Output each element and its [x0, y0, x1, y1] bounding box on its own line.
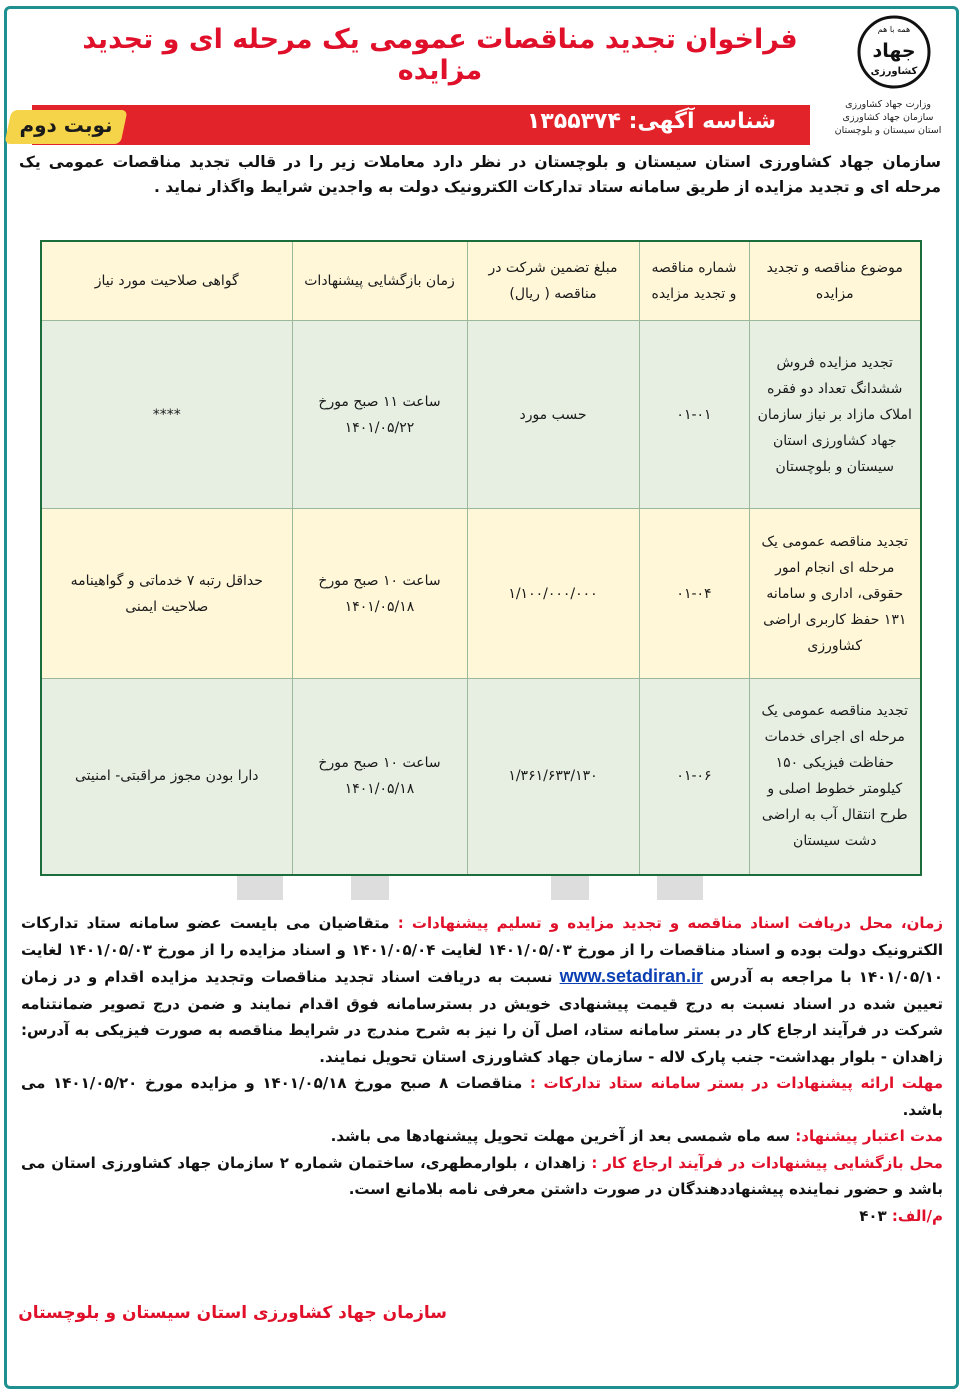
ministry-line: استان سیستان و بلوچستان	[834, 125, 942, 136]
svg-text:کشاورزی: کشاورزی	[870, 66, 918, 77]
detail-paragraph	[21, 910, 943, 1070]
cell-guarantee: حسب مورد	[467, 321, 639, 509]
table-row	[41, 321, 921, 509]
cell-guarantee: ۱/۱۰۰/۰۰۰/۰۰۰	[467, 509, 639, 679]
detail-paragraph	[21, 1150, 943, 1203]
detail-paragraph	[21, 1070, 943, 1123]
svg-text:جهاد: جهاد	[872, 40, 916, 62]
notice-id: شناسه آگهی: ۱۳۵۵۳۷۴	[526, 109, 776, 134]
cell-number: ۰۱-۰۴	[639, 509, 749, 679]
cell-opening: ساعت ۱۰ صبح مورخ ۱۴۰۱/۰۵/۱۸	[292, 679, 467, 875]
setadiran-link[interactable]: www.setadiran.ir	[559, 966, 703, 986]
svg-text:همه با هم: همه با هم	[877, 25, 911, 34]
header-opening: زمان بازگشایی پیشنهادات	[292, 241, 467, 321]
detail-text: نسبت به دریافت اسناد تجدید مناقصات وتجدید مزایده اقدام و در زمان تعیین شده در اسناد نسبت به درج قیمت پیشنهادی خویش در بسترسامانه فوق اقدام نمایند و ضمن درج تصویر ضمانتنامه شرکت در فرآیند ارجاع کار در بستر سامانه ستاد، اصل آن را نیز به شرح مندرج در شرایط مناقصه به صورت فیزیکی به آدرس: زاهدان - بلوار بهداشت- جنب پارک لاله - سازمان جهاد کشاورزی استان تحویل نمایند.	[21, 968, 943, 1066]
ministry-lines	[823, 98, 953, 137]
header-guarantee: مبلغ تضمین شرکت در مناقصه ( ریال)	[467, 241, 639, 321]
reference-line	[21, 1203, 943, 1230]
cell-opening: ساعت ۱۰ صبح مورخ ۱۴۰۱/۰۵/۱۸	[292, 509, 467, 679]
detail-label: مدت اعتبار پیشنهاد:	[795, 1127, 943, 1145]
footer-organization: سازمان جهاد کشاورزی استان سیستان و بلوچستان	[18, 1303, 447, 1323]
cell-number: ۰۱-۰۱	[639, 321, 749, 509]
cell-certificate: ****	[41, 321, 292, 509]
cell-guarantee: ۱/۳۶۱/۶۳۳/۱۳۰	[467, 679, 639, 875]
cell-opening: ساعت ۱۱ صبح مورخ ۱۴۰۱/۰۵/۲۲	[292, 321, 467, 509]
header-subject: موضوع مناقصه و تجدید مزایده	[749, 241, 921, 321]
detail-text: زاهدان ، بلوارمطهری، ساختمان شماره ۲ سازمان جهاد کشاورزی استان می باشد و حضور نماینده پیشنهاددهندگان در صورت داشتن معرفی نامه بلامانع است.	[21, 1153, 943, 1198]
reference-label: م/الف:	[891, 1206, 943, 1225]
page-title: فراخوان تجدید مناقصات عمومی یک مرحله ای و تجدید مزایده	[82, 24, 798, 86]
table-row	[41, 679, 921, 875]
table-header-row	[41, 241, 921, 321]
details-section	[21, 910, 943, 1229]
header-certificate: گواهی صلاحیت مورد نیاز	[41, 241, 292, 321]
cell-certificate: دارا بودن مجوز مراقبتی- امنیتی	[41, 679, 292, 875]
detail-text: سه ماه شمسی بعد از آخرین مهلت تحویل پیشنهادها می باشد.	[330, 1127, 791, 1145]
round-label: نوبت دوم	[19, 113, 113, 137]
detail-text: متقاضیان می بایست عضو سامانه ستاد تدارکات الکترونیک دولت بوده و اسناد مناقصات را از مورخ ۱۴۰۱/۰۵/۰۳ لغایت ۱۴۰۱/۰۵/۰۴ و اسناد مزایده را از مورخ ۱۴۰۱/۰۵/۰۳ لغایت ۱۴۰۱/۰۵/۱۰ با مراجعه به آدرس	[21, 914, 944, 986]
reference-value: ۴۰۳	[859, 1206, 887, 1225]
table-row	[41, 509, 921, 679]
cell-subject: تجدید مناقصه عمومی یک مرحله ای اجرای خدمات حفاظت فیزیکی ۱۵۰ کیلومتر خطوط اصلی و طرح انتقال آب به اراضی دشت سیستان	[749, 679, 921, 875]
notice-id-bar	[32, 105, 810, 145]
detail-text: مناقصات ۸ صبح مورخ ۱۴۰۱/۰۵/۱۸ و مزایده مورخ ۱۴۰۱/۰۵/۲۰ می باشد.	[21, 1074, 943, 1119]
intro-paragraph: سازمان جهاد کشاورزی استان سیستان و بلوچستان در نظر دارد معاملات زیر را در قالب تجدید مناقصات عمومی یک مرحله ای و تجدید مزایده از طریق سامانه ستاد تدارکات الکترونیک دولت به واجدین شرایط واگذار نماید .	[19, 153, 941, 196]
cell-number: ۰۱-۰۶	[639, 679, 749, 875]
detail-paragraph	[21, 1123, 943, 1150]
detail-label: زمان، محل دریافت اسناد مناقصه و تجدید مزایده و تسلیم پیشنهادات :	[397, 914, 943, 932]
detail-label: محل بازگشایی پیشنهادات در فرآیند ارجاع کار :	[591, 1153, 943, 1172]
ministry-line: سازمان جهاد کشاورزی	[842, 112, 934, 123]
detail-label: مهلت ارائه پیشنهادات در بستر سامانه ستاد تدارکات :	[529, 1074, 943, 1092]
cell-subject: تجدید مناقصه عمومی یک مرحله ای انجام امور حقوقی، اداری و سامانه ۱۳۱ حفظ کاربری اراضی کشاورزی	[749, 509, 921, 679]
jahad-keshavarzi-logo	[841, 14, 947, 90]
tenders-table	[40, 240, 922, 876]
ministry-line: وزارت جهاد کشاورزی	[845, 99, 931, 110]
cell-subject: تجدید مزایده فروش ششدانگ تعداد دو فقره املاک مازاد بر نیاز سازمان جهاد کشاورزی استان سیستان و بلوچستان	[749, 321, 921, 509]
cell-certificate: حداقل رتبه ۷ خدماتی و گواهینامه صلاحیت ایمنی	[41, 509, 292, 679]
header-number: شماره مناقصه و تجدید مزایده	[639, 241, 749, 321]
